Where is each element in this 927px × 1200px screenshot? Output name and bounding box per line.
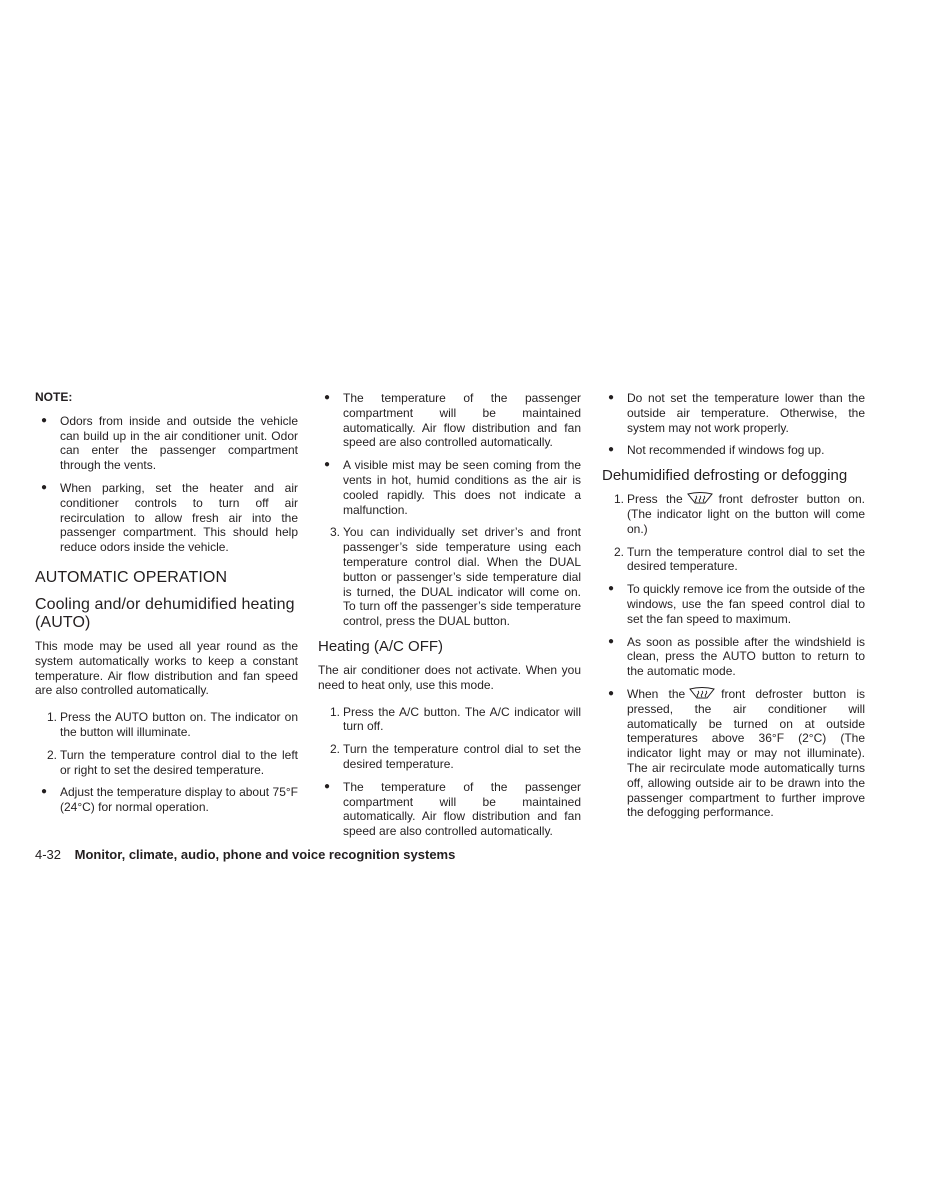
column-middle (318, 391, 581, 847)
bullet-icon: ● (40, 481, 48, 493)
step-text: Turn the temperature control dial to set the desired temperature. (343, 742, 581, 771)
bullet-icon: ● (40, 786, 48, 798)
list-item (602, 443, 865, 458)
note-label: NOTE: (35, 390, 73, 404)
list-item-text: You can individually set driver’s and front passenger’s side temperature using each temperature control dial. When the DUAL button or passenger’s side temperature dial is turned, the DUAL indicator will come on. To turn off the passenger’s side temperature control, press the DUAL button. (343, 525, 581, 629)
step-number: 1. (329, 704, 340, 719)
bullet-icon: ● (607, 687, 615, 699)
list-item-text: The temperature of the passenger compartment will be maintained automatically. Air flow distribution and fan speed are also controlled automatically. (343, 391, 581, 450)
bullet-icon: ● (323, 459, 331, 471)
note-item (35, 414, 298, 473)
list-item-text: Do not set the temperature lower than the outside air temperature. Otherwise, the system may not work properly. (627, 391, 865, 435)
step-text: Press the AUTO button on. The indicator on the button will illuminate. (60, 710, 298, 739)
front-defroster-icon (687, 687, 717, 699)
step-text-before: Press the (627, 492, 683, 507)
list-item-text: Not recommended if windows fog up. (627, 443, 825, 458)
list-item (602, 635, 865, 679)
list-item-text: As soon as possible after the windshield is clean, press the AUTO button to return to the automatic mode. (627, 634, 865, 679)
list-item-text: To quickly remove ice from the outside of the windows, use the fan speed control dial to set the fan speed to maximum. (627, 582, 865, 626)
step-text: Adjust the temperature display to about 75°F (24°C) for normal operation. (60, 785, 298, 815)
step-number: 2. (613, 544, 624, 559)
note-item-text: Odors from inside and outside the vehicle can build up in the air conditioner unit. Odor can enter the passenger compartment through the vents. (60, 413, 298, 473)
step-text: Press the A/C button. The A/C indicator will turn off. (343, 704, 581, 734)
bullet-icon: ● (607, 392, 615, 403)
subheading-cooling-auto: Cooling and/or dehumidified heating (AUTO) (35, 595, 295, 631)
step-text-after: front defroster button on. (The indicator light on the button will come on.) (627, 492, 865, 536)
subheading-defogging: Dehumidified defrosting or defogging (602, 467, 848, 485)
step-item (35, 785, 298, 815)
step-item (318, 705, 581, 735)
list-item-text: A visible mist may be seen coming from the vents in hot, humid conditions as the air is cooled rapidly. This does not indicate a malfunction. (343, 458, 581, 517)
step-item (602, 545, 865, 575)
subheading-heating: Heating (A/C OFF) (318, 637, 444, 655)
list-item (602, 391, 865, 435)
front-defroster-icon (685, 492, 715, 504)
step-item (318, 780, 581, 839)
step-number: 1. (46, 710, 57, 725)
bullet-icon: ● (607, 635, 615, 647)
list-item (318, 458, 581, 517)
list-item (602, 582, 865, 626)
list-item (318, 525, 581, 629)
step-text: Turn the temperature control dial to the left or right to set the desired temperature. (60, 747, 298, 777)
page-footer (35, 846, 455, 864)
bullet-icon: ● (607, 444, 615, 456)
list-item (602, 687, 865, 820)
step-item (35, 748, 298, 778)
bullet-icon: ● (607, 583, 615, 595)
step-text: The temperature of the passenger compartment will be maintained automatically. Air flow distribution and fan speed are also controlled automatically. (343, 779, 581, 839)
page-number: 4-32 (35, 847, 62, 862)
step-item (35, 710, 298, 740)
list-item-text-after: front defroster button is pressed, the air conditioner will automatically be turned on at outside temperatures above 36°F (2°C) (The indicator light may or may not illuminate). The air recirculate mode automatically turns off, allowing outside air to be drawn into the passenger compartment to further improve the defogging performance. (627, 686, 865, 820)
step-number: 2. (46, 747, 57, 762)
list-item (318, 391, 581, 450)
step-number: 3. (329, 525, 340, 540)
step-item (602, 492, 865, 536)
note-item-text: When parking, set the heater and air conditioner controls to turn off air recirculation to allow fresh air into the passenger compartment. This should help reduce odors inside the vehicle. (60, 480, 298, 555)
step-number: 2. (329, 742, 340, 757)
section-heading-automatic-operation: AUTOMATIC OPERATION (35, 568, 228, 586)
heating-intro: The air conditioner does not activate. When you need to heat only, use this mode. (318, 662, 581, 692)
step-item (318, 742, 581, 772)
bullet-icon: ● (40, 414, 48, 426)
section-title: Monitor, climate, audio, phone and voice recognition systems (74, 847, 456, 862)
note-item (35, 481, 298, 555)
list-item-text-before: When the (627, 686, 686, 701)
bullet-icon: ● (323, 392, 331, 403)
step-number: 1. (613, 492, 624, 507)
column-right (602, 391, 865, 828)
column-left (35, 390, 298, 823)
intro-paragraph: This mode may be used all year round as the system automatically works to keep a constant temperature. Air flow distribution and fan speed are also controlled automatically. (35, 638, 298, 698)
bullet-icon: ● (323, 780, 331, 792)
step-text: Turn the temperature control dial to set the desired temperature. (627, 544, 865, 574)
